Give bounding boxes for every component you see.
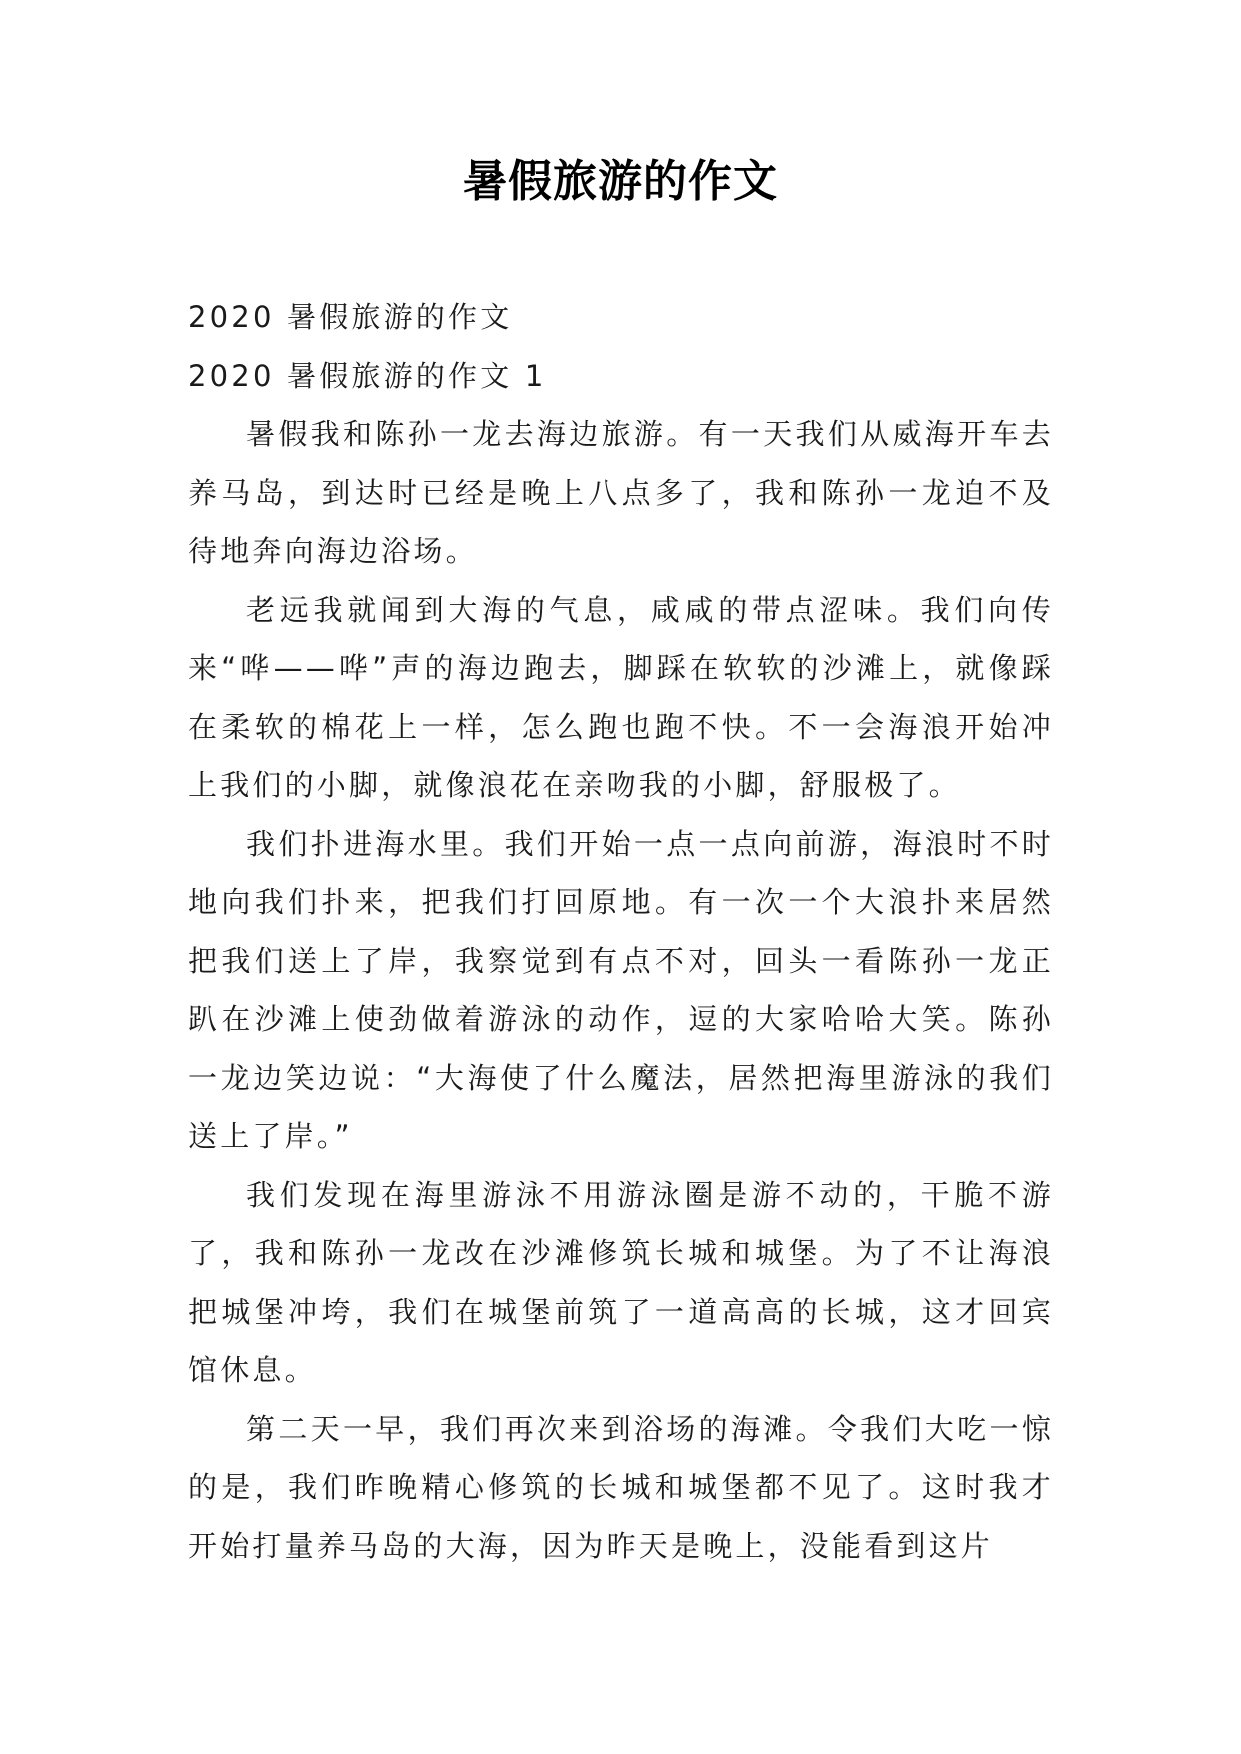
paragraph: 我们发现在海里游泳不用游泳圈是游不动的，干脆不游了，我和陈孙一龙改在沙滩修筑长城和城堡。为了不让海浪把城堡冲垮，我们在城堡前筑了一道高高的长城，这才回宾馆休息。 bbox=[188, 1177, 1054, 1387]
paragraph: 第二天一早，我们再次来到浴场的海滩。令我们大吃一惊的是，我们昨晚精心修筑的长城和城堡都不见了。这时我才开始打量养马岛的大海，因为昨天是晚上，没能看到这片 bbox=[188, 1411, 1054, 1563]
document-body bbox=[188, 288, 1054, 1575]
document-title: 暑假旅游的作文 bbox=[463, 156, 778, 207]
document-subtitle: 2020 暑假旅游的作文 bbox=[188, 300, 513, 334]
section-heading: 2020 暑假旅游的作文 1 bbox=[188, 358, 547, 393]
paragraph: 老远我就闻到大海的气息，咸咸的带点涩味。我们向传来“哗——哗”声的海边跑去，脚踩在软软的沙滩上，就像踩在柔软的棉花上一样，怎么跑也跑不快。不一会海浪开始冲上我们的小脚，就像浪花在亲吻我的小脚，舒服极了。 bbox=[188, 592, 1054, 802]
paragraph: 我们扑进海水里。我们开始一点一点向前游，海浪时不时地向我们扑来，把我们打回原地。有一次一个大浪扑来居然把我们送上了岸，我察觉到有点不对，回头一看陈孙一龙正趴在沙滩上使劲做着游泳的动作，逗的大家哈哈大笑。陈孙一龙边笑边说：“大海使了什么魔法，居然把海里游泳的我们送上了岸。” bbox=[188, 826, 1054, 1153]
paragraph: 暑假我和陈孙一龙去海边旅游。有一天我们从威海开车去养马岛，到达时已经是晚上八点多了，我和陈孙一龙迫不及待地奔向海边浴场。 bbox=[188, 417, 1054, 568]
